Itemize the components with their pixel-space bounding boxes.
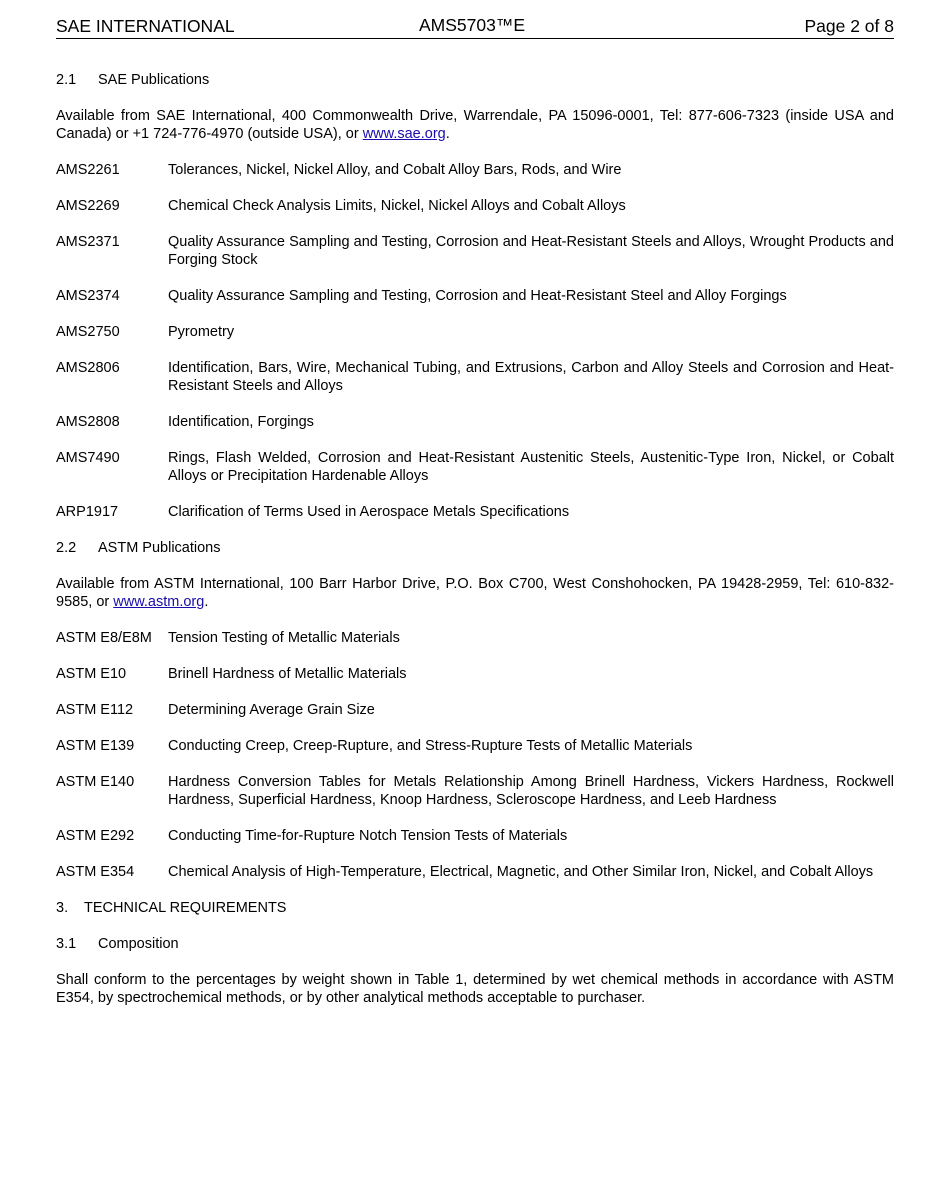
reference-code: ASTM E8/E8M xyxy=(56,630,152,646)
reference-code: ASTM E292 xyxy=(56,828,135,844)
astm-reference-list xyxy=(56,629,894,881)
reference-item xyxy=(56,701,894,719)
section-3-1-heading xyxy=(56,935,894,953)
reference-code: AMS2808 xyxy=(56,414,120,430)
reference-title: Tolerances, Nickel, Nickel Alloy, and Cobalt Alloy Bars, Rods, and Wire xyxy=(168,162,622,178)
page-header xyxy=(56,14,894,39)
sae-website-link[interactable]: www.sae.org xyxy=(362,126,446,142)
reference-title: Identification, Bars, Wire, Mechanical Tubing, and Extrusions, Carbon and Alloy Steels and Corrosion and Heat-Resistant Steels and Alloys xyxy=(168,360,894,394)
reference-item xyxy=(56,665,894,683)
section-2-1-heading xyxy=(56,71,894,89)
reference-code: AMS7490 xyxy=(56,450,120,466)
section-title: SAE Publications xyxy=(98,72,210,88)
reference-title: Clarification of Terms Used in Aerospace Metals Specifications xyxy=(168,504,570,520)
reference-title: Determining Average Grain Size xyxy=(168,702,375,718)
document-page xyxy=(56,14,894,1007)
reference-item xyxy=(56,449,894,485)
reference-code: AMS2371 xyxy=(56,234,120,250)
reference-title: Quality Assurance Sampling and Testing, Corrosion and Heat-Resistant Steel and Alloy Forgings xyxy=(168,288,787,304)
section-title: TECHNICAL REQUIREMENTS xyxy=(84,900,287,916)
section-title: ASTM Publications xyxy=(98,540,221,556)
reference-title: Tension Testing of Metallic Materials xyxy=(168,630,400,646)
section-number: 2.2 xyxy=(56,540,77,556)
reference-title: Identification, Forgings xyxy=(168,414,314,430)
reference-item xyxy=(56,773,894,809)
sae-availability-paragraph xyxy=(56,107,894,143)
composition-paragraph: Shall conform to the percentages by weight shown in Table 1, determined by wet chemical methods in accordance with ASTM E354, by spectrochemical methods, or by other analytical methods acceptable to purchaser. xyxy=(56,972,894,1006)
reference-title: Conducting Creep, Creep-Rupture, and Stress-Rupture Tests of Metallic Materials xyxy=(168,738,693,754)
reference-title: Chemical Check Analysis Limits, Nickel, Nickel Alloys and Cobalt Alloys xyxy=(168,198,626,214)
section-2-2-heading xyxy=(56,539,894,557)
reference-item xyxy=(56,827,894,845)
astm-period: . xyxy=(204,594,209,610)
reference-item xyxy=(56,287,894,305)
section-number: 2.1 xyxy=(56,72,77,88)
reference-item xyxy=(56,413,894,431)
reference-code: ARP1917 xyxy=(56,504,119,520)
reference-title: Pyrometry xyxy=(168,324,235,340)
reference-title: Conducting Time-for-Rupture Notch Tension Tests of Materials xyxy=(168,828,568,844)
header-organization: SAE INTERNATIONAL xyxy=(56,16,235,36)
reference-item xyxy=(56,197,894,215)
header-page-number: Page 2 of 8 xyxy=(804,16,894,36)
astm-availability-text: Available from ASTM International, 100 Barr Harbor Drive, P.O. Box C700, West Conshohocken, PA 19428-2959, Tel: 610-832-9585, or xyxy=(56,576,894,610)
reference-code: AMS2269 xyxy=(56,198,120,214)
reference-code: AMS2750 xyxy=(56,324,120,340)
reference-title: Hardness Conversion Tables for Metals Relationship Among Brinell Hardness, Vickers Hardness, Rockwell Hardness, Superficial Hardness, Knoop Hardness, Scleroscope Hardness, and Leeb Hardness xyxy=(168,774,894,808)
sae-period: . xyxy=(445,126,450,142)
reference-code: ASTM E139 xyxy=(56,738,135,754)
reference-code: AMS2261 xyxy=(56,162,120,178)
reference-item xyxy=(56,359,894,395)
reference-title: Rings, Flash Welded, Corrosion and Heat-Resistant Austenitic Steels, Austenitic-Type Iron, Nickel, or Cobalt Alloys or Precipitation Hardenable Alloys xyxy=(168,450,894,484)
section-title: Composition xyxy=(98,936,179,952)
reference-item xyxy=(56,503,894,521)
sae-availability-text: Available from SAE International, 400 Commonwealth Drive, Warrendale, PA 15096-0001, Tel: 877-606-7323 (inside USA and Canada) or +1 724-776-4970 (outside USA), or xyxy=(56,108,894,142)
reference-code: ASTM E10 xyxy=(56,666,127,682)
reference-item xyxy=(56,863,894,881)
astm-website-link[interactable]: www.astm.org xyxy=(113,594,205,610)
reference-item xyxy=(56,323,894,341)
section-number: 3.1 xyxy=(56,936,77,952)
reference-code: ASTM E112 xyxy=(56,702,134,718)
reference-item xyxy=(56,161,894,179)
reference-code: AMS2374 xyxy=(56,288,120,304)
reference-code: AMS2806 xyxy=(56,360,120,376)
section-number: 3. xyxy=(56,900,69,916)
astm-availability-paragraph xyxy=(56,575,894,611)
reference-title: Chemical Analysis of High-Temperature, Electrical, Magnetic, and Other Similar Iron, Nickel, and Cobalt Alloys xyxy=(168,864,874,880)
reference-code: ASTM E140 xyxy=(56,774,135,790)
reference-code: ASTM E354 xyxy=(56,864,135,880)
reference-item xyxy=(56,737,894,755)
header-document-number: AMS5703™E xyxy=(419,15,526,35)
section-3-heading xyxy=(56,899,894,917)
reference-item xyxy=(56,629,894,647)
reference-item xyxy=(56,233,894,269)
sae-reference-list xyxy=(56,161,894,521)
reference-title: Quality Assurance Sampling and Testing, Corrosion and Heat-Resistant Steels and Alloys, Wrought Products and Forging Stock xyxy=(168,234,894,268)
reference-title: Brinell Hardness of Metallic Materials xyxy=(168,666,407,682)
